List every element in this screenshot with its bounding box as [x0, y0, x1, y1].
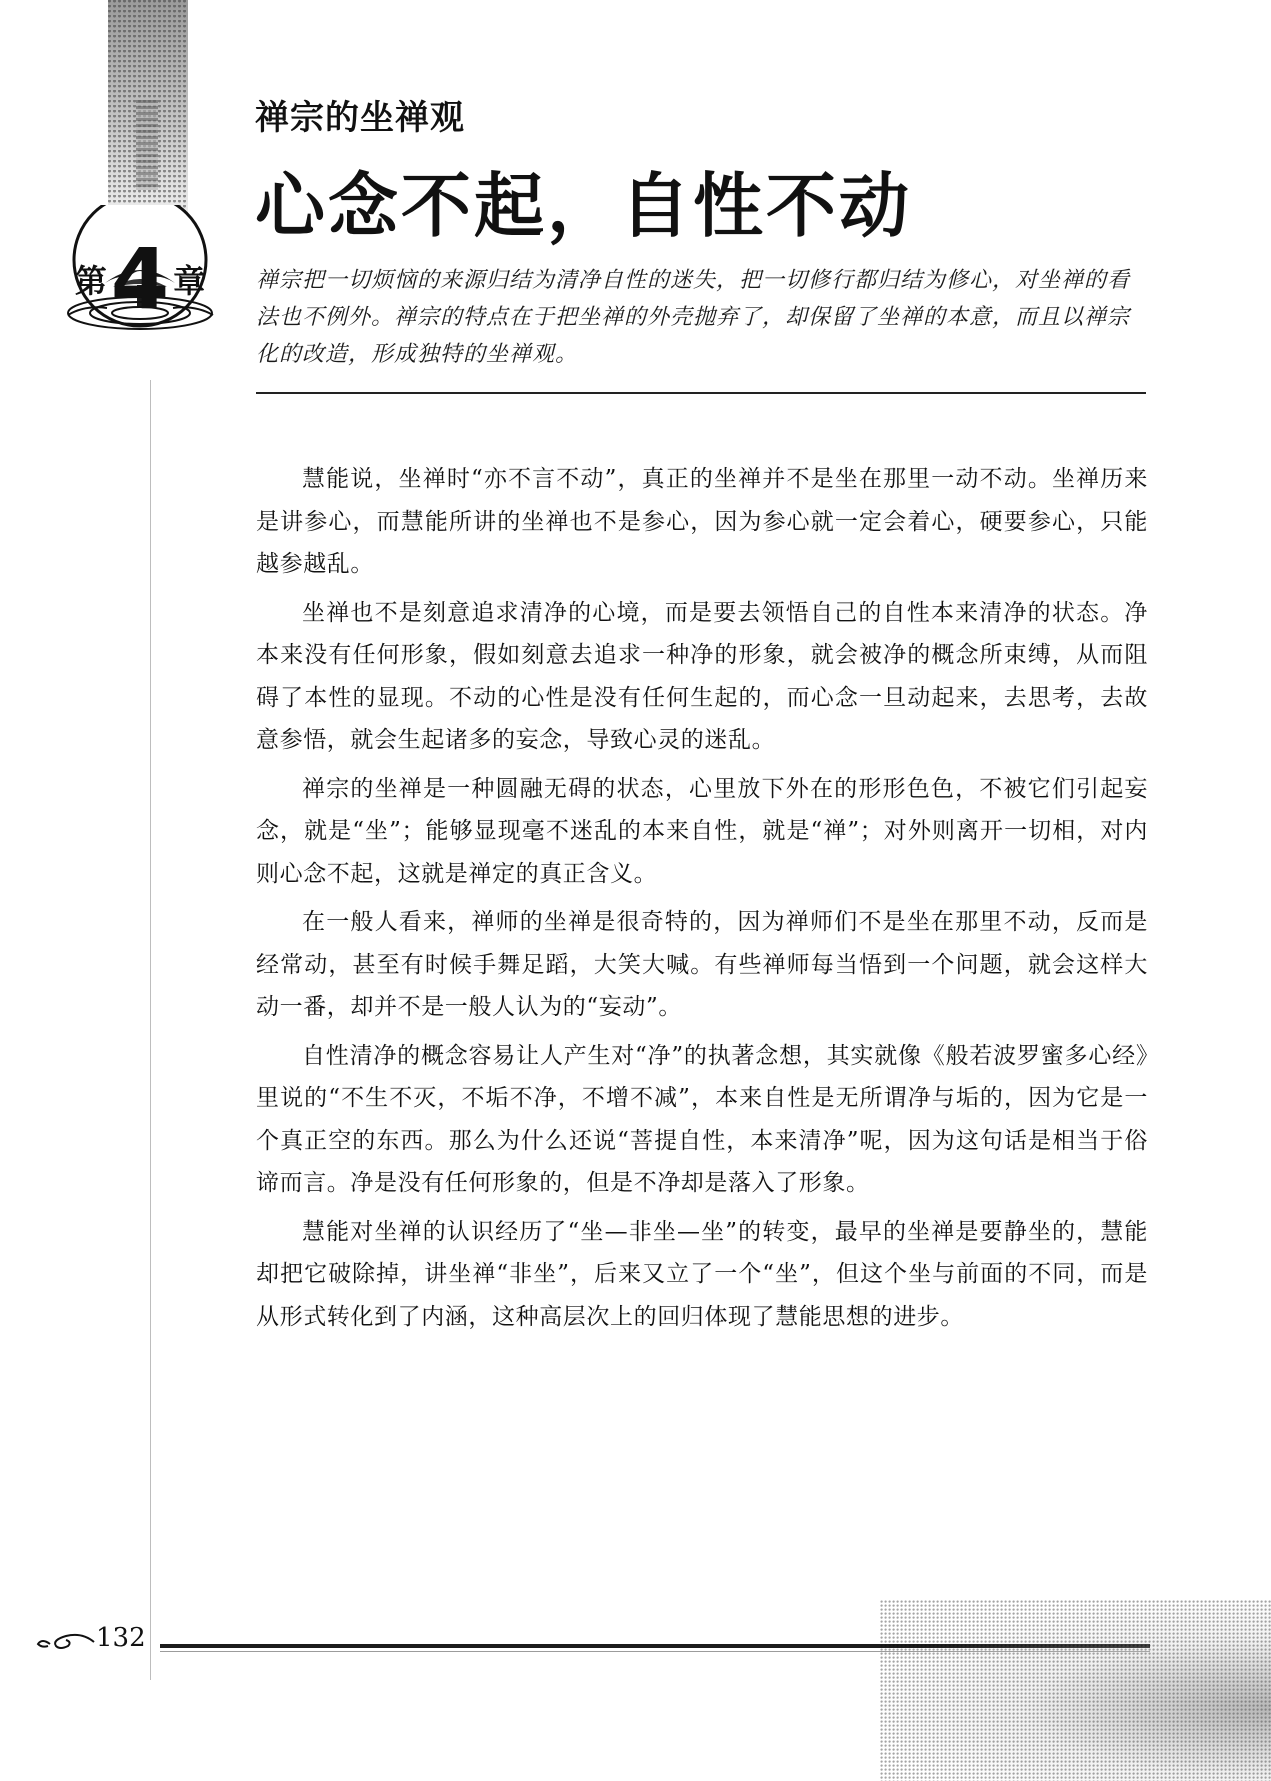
paragraph: 坐禅也不是刻意追求清净的心境，而是要去领悟自己的自性本来清净的状态。净本来没有任何形象，假如刻意去追求一种净的形象，就会被净的概念所束缚，从而阻碍了本性的显现。不动的心性是没有任何生起的，而心念一旦动起来，去思考，去故意参悟，就会生起诸多的妄念，导致心灵的迷乱。: [256, 599, 1148, 753]
decorative-strip: [108, 0, 188, 215]
strip-ornament: [136, 100, 158, 190]
chapter-number: 4: [110, 230, 170, 328]
chapter-label: [65, 230, 215, 328]
margin-rule: [150, 380, 151, 1680]
page-number: 132: [96, 1623, 146, 1653]
corner-texture: [880, 1600, 1271, 1781]
paragraph: 禅宗的坐禅是一种圆融无碍的状态，心里放下外在的形形色色，不被它们引起妄念，就是“坐”；能够显现毫不迷乱的本来自性，就是“禅”；对外则离开一切相，对内则心念不起，这就是禅定的真正含义。: [256, 775, 1148, 887]
chapter-prefix: 第: [74, 262, 107, 300]
chapter-title: 心念不起，自性不动: [255, 165, 912, 247]
paragraph: 自性清净的概念容易让人产生对“净”的执著念想，其实就像《般若波罗蜜多心经》里说的“不生不灭，不垢不净，不增不减”，本来自性是无所谓净与垢的，因为它是一个真正空的东西。那么为什么还说“菩提自性，本来清净”呢，因为这句话是相当于俗谛而言。净是没有任何形象的，但是不净却是落入了形象。: [256, 1042, 1148, 1196]
abstract-divider: [256, 392, 1146, 394]
paragraph: 慧能对坐禅的认识经历了“坐—非坐—坐”的转变，最早的坐禅是要静坐的，慧能却把它破除掉，讲坐禅“非坐”，后来又立了一个“坐”，但这个坐与前面的不同，而是从形式转化到了内涵，这种高层次上的回归体现了慧能思想的进步。: [256, 1218, 1148, 1330]
chapter-badge: [65, 205, 275, 375]
chapter-subtitle: 禅宗的坐禅观: [255, 98, 465, 138]
chapter-abstract: 禅宗把一切烦恼的来源归结为清净自性的迷失，把一切修行都归结为修心，对坐禅的看法也不例外。禅宗的特点在于把坐禅的外壳抛弃了，却保留了坐禅的本意，而且以禅宗化的改造，形成独特的坐禅观。: [256, 268, 1131, 367]
body-text: [256, 458, 1148, 1344]
swirl-ornament-icon: [36, 1628, 96, 1654]
paragraph: 慧能说，坐禅时“亦不言不动”，真正的坐禅并不是坐在那里一动不动。坐禅历来是讲参心，而慧能所讲的坐禅也不是参心，因为参心就一定会着心，硬要参心，只能越参越乱。: [256, 466, 1148, 577]
chapter-suffix: 章: [173, 262, 206, 300]
paragraph: 在一般人看来，禅师的坐禅是很奇特的，因为禅师们不是坐在那里不动，反而是经常动，甚至有时候手舞足蹈，大笑大喊。有些禅师每当悟到一个问题，就会这样大动一番，却并不是一般人认为的“妄动”。: [256, 909, 1148, 1020]
